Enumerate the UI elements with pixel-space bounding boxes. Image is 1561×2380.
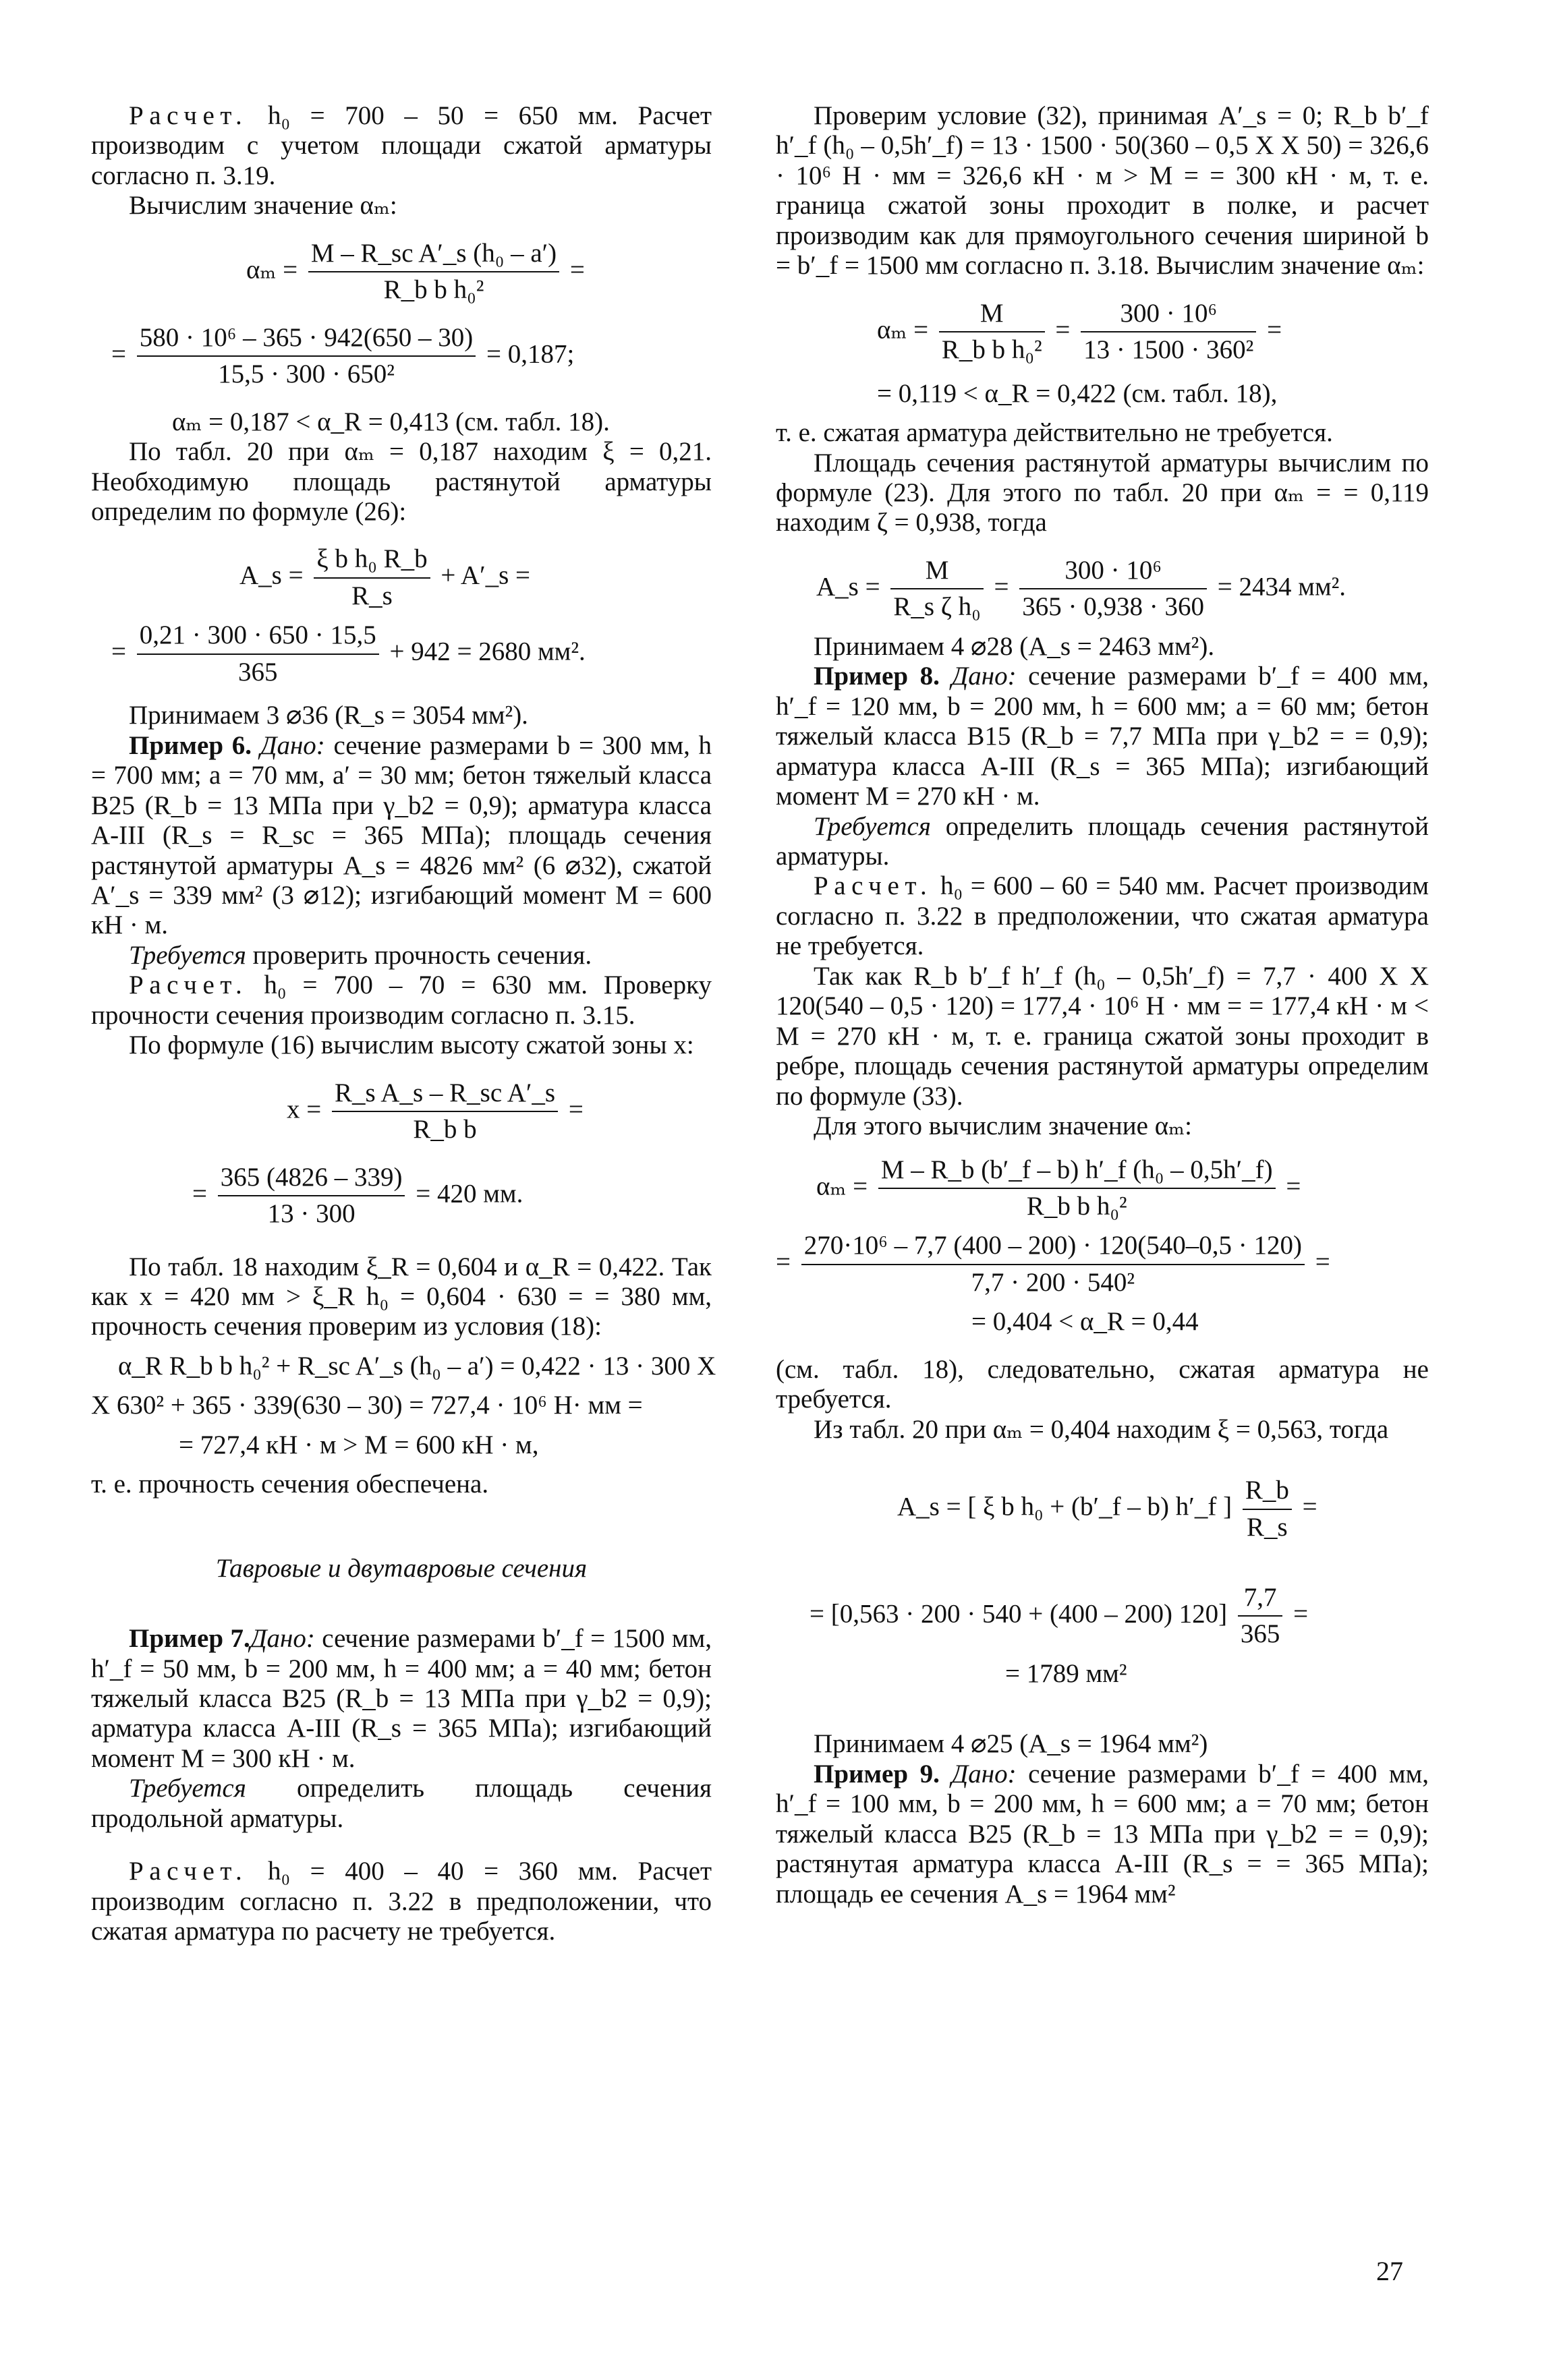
paragraph: т. е. прочность сечения обеспечена. <box>91 1470 489 1499</box>
paragraph: Расчет. h₀ = 400 – 40 = 360 мм. Расчет производим согласно п. 3.22 в предположении, что сжатая арматура по расчету не требуется. <box>91 1857 712 1946</box>
paragraph: т. е. сжатая арматура действительно не требуется. <box>776 418 1333 448</box>
example-9: Пример 9. Дано: сечение размерами b′_f = 400 мм, h′_f = 100 мм, b = 200 мм, h = 600 мм; a = 70 мм; бетон тяжелый класса В25 (R_b = 13 МПа при γ_b2 = = 0,9); растянутая арматура класса А-III (R_s = = 365 МПа); площадь ее сечения A_s = 1964 мм² <box>776 1759 1429 1909</box>
paragraph: По табл. 20 при αₘ = 0,187 находим ξ = 0,21. Необходимую площадь растянутой арматуры определим по формуле (26): <box>91 437 712 526</box>
paragraph: По табл. 18 находим ξ_R = 0,604 и α_R = 0,422. Так как x = 420 мм > ξ_R h₀ = 0,604 · 630 = = 380 мм, прочность сечения проверим из условия (18): <box>91 1252 712 1341</box>
page-number: 27 <box>1376 2256 1403 2286</box>
formula: αₘ = $\frac{\text{M – R\_b (b′\_f – b) h′\_f (h₀ – 0,5h′\_f)}}{\text{R\_b b h₀²}}$ = <box>816 1155 1301 1221</box>
paragraph: Проверим условие (32), принимая A′_s = 0; R_b b′_f h′_f (h₀ – 0,5h′_f) = 13 · 1500 · 50(360 – 0,5 X X 50) = 326,6 · 10⁶ Н · мм = 326,6 кН · м > M = = 300 кН · м, т. е. граница сжатой зоны проходит в полке, и расчет производим как для прямоугольного сечения шириной b = b′_f = 1500 мм согласно п. 3.18. Вычислим значение αₘ: <box>776 101 1429 281</box>
formula: A_s = [ ξ b h₀ + (b′_f – b) h′_f ] $\frac{R\_b}{R\_s}$ = <box>897 1476 1317 1542</box>
paragraph: Принимаем 4 ⌀25 (A_s = 1964 мм²) <box>814 1729 1208 1759</box>
formula: αₘ = $\frac{M}{\text{R\_b b h₀²}}$ = $\frac{\text{300 · 10⁶}}{\text{13 · 1500 · 360²}}$ = <box>877 298 1282 365</box>
formula: = $\frac{0,21 \cdot 300 \cdot 650 \cdot 15,5}{365}$ + 942 = 2680 мм². <box>111 620 586 687</box>
paragraph: По формуле (16) вычислим высоту сжатой зоны x: <box>129 1031 694 1060</box>
formula: = $\frac{\text{580 · 10⁶ – 365 · 942(650 – 30)}}{\text{15,5 · 300 · 650²}}$ = 0,187; <box>111 322 575 389</box>
formula: = 0,119 < α_R = 0,422 (см. табл. 18), <box>877 378 1278 408</box>
example-8: Пример 8. Дано: сечение размерами b′_f = 400 мм, h′_f = 120 мм, b = 200 мм, h = 600 мм; a = 60 мм; бетон тяжелый класса В15 (R_b = 7,7 МПа при γ_b2 = = 0,9); арматура класса А-III (R_s = 365 МПа); изгибающий момент M = 270 кН · м. <box>776 662 1429 811</box>
formula: A_s = $\frac{M}{\text{R\_s ζ h₀}}$ = $\frac{\text{300 · 10⁶}}{365 \cdot 0,938 \cdot 360}$ = 2434 мм². <box>816 555 1346 622</box>
right-column <box>776 101 1429 1909</box>
paragraph: Принимаем 4 ⌀28 (A_s = 2463 мм²). <box>814 631 1215 661</box>
paragraph: Вычислим значение αₘ: <box>129 191 397 221</box>
paragraph: Требуется проверить прочность сечения. <box>129 940 592 970</box>
formula: A_s = $\frac{\text{ξ b h₀ R\_b}}{R\_s}$ + A′_s = <box>239 544 531 610</box>
example-6: Пример 6. Дано: сечение размерами b = 300 мм, h = 700 мм; a = 70 мм, a′ = 30 мм; бетон тяжелый класса В25 (R_b = 13 МПа при γ_b2 = 0,9); арматура класса А-III (R_s = R_sc = 365 МПа); площадь сечения растянутой арматуры A_s = 4826 мм² (6 ⌀32), сжатой A′_s = 339 мм² (3 ⌀12); изгибающий момент M = 600 кН · м. <box>91 730 712 940</box>
paragraph: Расчет. h₀ = 700 – 50 = 650 мм. Расчет производим с учетом площади сжатой арматуры согласно п. 3.19. <box>91 101 712 190</box>
paragraph: Требуется определить площадь сечения продольной арматуры. <box>91 1774 712 1833</box>
formula: αₘ = 0,187 < α_R = 0,413 (см. табл. 18). <box>172 407 610 436</box>
formula: = 727,4 кН · м > M = 600 кН · м, <box>179 1430 539 1459</box>
paragraph: Требуется определить площадь сечения растянутой арматуры. <box>776 811 1429 871</box>
paragraph: Так как R_b b′_f h′_f (h₀ – 0,5h′_f) = 7,7 · 400 X X 120(540 – 0,5 · 120) = 177,4 · 10⁶ Н · мм = = 177,4 кН · м < M = 270 кН · м, т. е. граница сжатой зоны проходит в ребре, площадь сечения растянутой арматуры определим по формуле (33). <box>776 961 1429 1111</box>
paragraph: Для этого вычислим значение αₘ: <box>814 1111 1192 1141</box>
formula: = $\frac{\text{270·10⁶ – 7,7 (400 – 200) · 120(540–0,5 · 120)}}{\text{7,7 · 200 · 540²}}$ = <box>776 1231 1330 1297</box>
paragraph: Принимаем 3 ⌀36 (R_s = 3054 мм²). <box>129 701 528 730</box>
paragraph: Из табл. 20 при αₘ = 0,404 находим ξ = 0,563, тогда <box>814 1414 1389 1444</box>
paragraph: Расчет. h₀ = 700 – 70 = 630 мм. Проверку прочности сечения производим согласно п. 3.15. <box>91 970 712 1030</box>
formula: α_R R_b b h₀² + R_sc A′_s (h₀ – a′) = 0,422 · 13 · 300 X <box>118 1351 716 1381</box>
left-column <box>91 101 716 1947</box>
formula: = $\frac{365 (4826 - 339)}{13 \cdot 300}$ = 420 мм. <box>192 1162 523 1229</box>
formula: x = $\frac{\text{R\_s A\_s – R\_sc A′\_s}}{\text{R\_b b}}$ = <box>287 1078 584 1144</box>
example-7: Пример 7.Дано: сечение размерами b′_f = 1500 мм, h′_f = 50 мм, b = 200 мм, h = 400 мм; a = 40 мм; бетон тяжелый класса В25 (R_b = 13 МПа при γ_b2 = 0,9); арматура класса А-III (R_s = 365 МПа); изгибающий момент M = 300 кН · м. <box>91 1624 712 1773</box>
paragraph: Площадь сечения растянутой арматуры вычислим по формуле (23). Для этого по табл. 20 при αₘ = = 0,119 находим ζ = 0,938, тогда <box>776 448 1429 538</box>
formula: = 0,404 < α_R = 0,44 <box>971 1307 1199 1337</box>
paragraph: Расчет. h₀ = 600 – 60 = 540 мм. Расчет производим согласно п. 3.22 в предположении, что сжатая арматура не требуется. <box>776 871 1429 961</box>
formula: = 1789 мм² <box>1005 1658 1127 1688</box>
section-heading: Тавровые и двутавровые сечения <box>215 1553 588 1583</box>
formula: = [0,563 · 200 · 540 + (400 – 200) 120] $\frac{7,7}{365}$ = <box>810 1583 1309 1649</box>
formula: αₘ = $\frac{\text{M – R\_sc A′\_s (h₀ – a′)}}{\text{R\_b b h₀²}}$ = <box>246 238 585 305</box>
paragraph: (см. табл. 18), следовательно, сжатая арматура не требуется. <box>776 1354 1429 1414</box>
formula: X 630² + 365 · 339(630 – 30) = 727,4 · 10⁶ Н· мм = <box>91 1391 643 1420</box>
